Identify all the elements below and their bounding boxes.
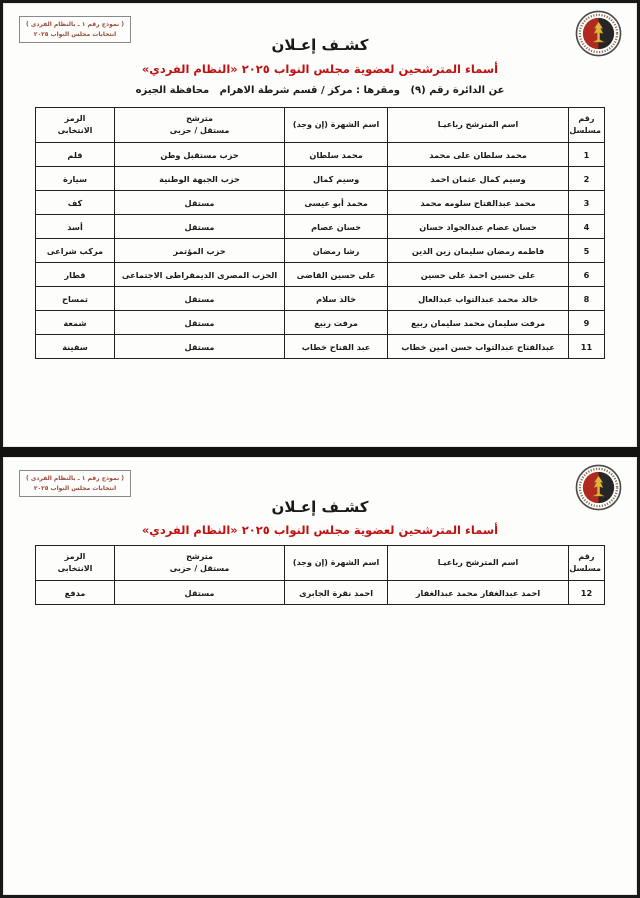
column-header-nickname: اسم الشهرة (إن وجد) xyxy=(285,108,388,143)
candidate-row xyxy=(36,335,605,359)
form-box-line1: ( نموذج رقم ١ ـ بالنظام الفردى ) xyxy=(25,21,124,28)
candidate-row xyxy=(36,581,605,605)
cell-name: خالد محمد عبدالتواب عبدالعال xyxy=(388,287,569,311)
cell-nickname: عبد الفتاح خطاب xyxy=(285,335,388,359)
form-box-line2: انتخابات مجلس النواب ٢٠٢٥ xyxy=(33,30,117,38)
candidate-row xyxy=(36,143,605,167)
cell-symbol: أسد xyxy=(36,215,115,239)
candidates-table-wrap-1 xyxy=(35,107,605,359)
column-header-symbol: الرمز الانتخابى xyxy=(36,546,115,581)
cell-nickname: وسيم كمال xyxy=(285,167,388,191)
candidate-row xyxy=(36,167,605,191)
cell-symbol: تمساح xyxy=(36,287,115,311)
column-header-serial: رقم مسلسل xyxy=(568,546,604,581)
cell-name: حسان عصام عبدالجواد حسان xyxy=(388,215,569,239)
candidate-row xyxy=(36,263,605,287)
cell-serial: 5 xyxy=(568,239,604,263)
cell-nickname: محمد سلطان xyxy=(285,143,388,167)
cell-party: مستقل xyxy=(114,311,284,335)
candidate-row xyxy=(36,287,605,311)
column-header-name: اسم المترشح رباعيـا xyxy=(388,108,569,143)
candidate-row xyxy=(36,215,605,239)
cell-name: مرفت سليمان محمد سليمان ربيع xyxy=(388,311,569,335)
cell-symbol: قطار xyxy=(36,263,115,287)
cell-serial: 12 xyxy=(568,581,604,605)
cell-symbol: سفينة xyxy=(36,335,115,359)
cell-serial: 3 xyxy=(568,191,604,215)
document-title: كشـف إعـلان xyxy=(271,498,369,516)
form-box-line2: انتخابات مجلس النواب ٢٠٢٥ xyxy=(33,484,117,492)
cell-symbol: سيارة xyxy=(36,167,115,191)
column-header-symbol: الرمز الانتخابى xyxy=(36,108,115,143)
column-header-party: مترشح مستقل / حزبى xyxy=(114,108,284,143)
cell-symbol: شمعة xyxy=(36,311,115,335)
cell-party: حزب الجبهة الوطنية xyxy=(114,167,284,191)
cell-nickname: رشا رمضان xyxy=(285,239,388,263)
cell-serial: 1 xyxy=(568,143,604,167)
cell-serial: 11 xyxy=(568,335,604,359)
cell-nickname: احمد نقرة الجابرى xyxy=(285,581,388,605)
cell-name: عبدالفتاح عبدالتواب حسن امين خطاب xyxy=(388,335,569,359)
form-number-box xyxy=(19,470,131,497)
cell-party: مستقل xyxy=(114,335,284,359)
cell-serial: 8 xyxy=(568,287,604,311)
cell-name: محمد عبدالفتاح سلومه محمد xyxy=(388,191,569,215)
cell-symbol: مركب شراعى xyxy=(36,239,115,263)
cell-party: الحزب المصرى الديمقراطى الاجتماعى xyxy=(114,263,284,287)
page-separator xyxy=(0,447,640,457)
document-subtitle: أسماء المترشحين لعضوية مجلس النواب ٢٠٢٥ «النظام الفردي» xyxy=(141,62,499,76)
cell-nickname: حسان عصام xyxy=(285,215,388,239)
candidates-table-page1 xyxy=(35,107,605,359)
document-page-1 xyxy=(3,3,637,447)
table-header-row xyxy=(36,546,605,581)
column-header-name: اسم المترشح رباعيـا xyxy=(388,546,569,581)
cell-nickname: على حسين القاضى xyxy=(285,263,388,287)
cell-symbol: مدفع xyxy=(36,581,115,605)
cell-serial: 2 xyxy=(568,167,604,191)
document-title: كشـف إعـلان xyxy=(271,36,369,54)
candidate-row xyxy=(36,239,605,263)
cell-nickname: خالد سلام xyxy=(285,287,388,311)
candidates-table-page2 xyxy=(35,545,605,605)
column-header-nickname: اسم الشهرة (إن وجد) xyxy=(285,546,388,581)
document-page-2 xyxy=(3,457,637,895)
cell-nickname: مرفت ربيع xyxy=(285,311,388,335)
cell-symbol: قلم xyxy=(36,143,115,167)
cell-party: حزب المؤتمر xyxy=(114,239,284,263)
cell-party: مستقل xyxy=(114,215,284,239)
district-line: عن الدائرة رقم (٩) ومقرها : مركز / قسم شرطة الاهرام محافظة الجيزه xyxy=(135,85,505,96)
cell-serial: 4 xyxy=(568,215,604,239)
cell-name: محمد سلطان على محمد xyxy=(388,143,569,167)
form-box-line1: ( نموذج رقم ١ ـ بالنظام الفردى ) xyxy=(25,475,124,482)
cell-serial: 6 xyxy=(568,263,604,287)
column-header-party: مترشح مستقل / حزبى xyxy=(114,546,284,581)
cell-party: مستقل xyxy=(114,287,284,311)
table-header-row xyxy=(36,108,605,143)
cell-name: فاطمه رمضان سليمان زين الدين xyxy=(388,239,569,263)
candidate-row xyxy=(36,311,605,335)
cell-name: على حسين احمد على حسين xyxy=(388,263,569,287)
column-header-serial: رقم مسلسل xyxy=(568,108,604,143)
cell-serial: 9 xyxy=(568,311,604,335)
cell-name: احمد عبدالغفار محمد عبدالغفار xyxy=(388,581,569,605)
cell-party: مستقل xyxy=(114,581,284,605)
cell-symbol: كف xyxy=(36,191,115,215)
cell-party: مستقل xyxy=(114,191,284,215)
document-subtitle: أسماء المترشحين لعضوية مجلس النواب ٢٠٢٥ «النظام الفردي» xyxy=(141,523,499,537)
candidates-table-wrap-2 xyxy=(35,545,605,605)
cell-name: وسيم كمال عثمان احمد xyxy=(388,167,569,191)
cell-nickname: محمد أبو عيسى xyxy=(285,191,388,215)
cell-party: حزب مستقبل وطن xyxy=(114,143,284,167)
candidate-row xyxy=(36,191,605,215)
